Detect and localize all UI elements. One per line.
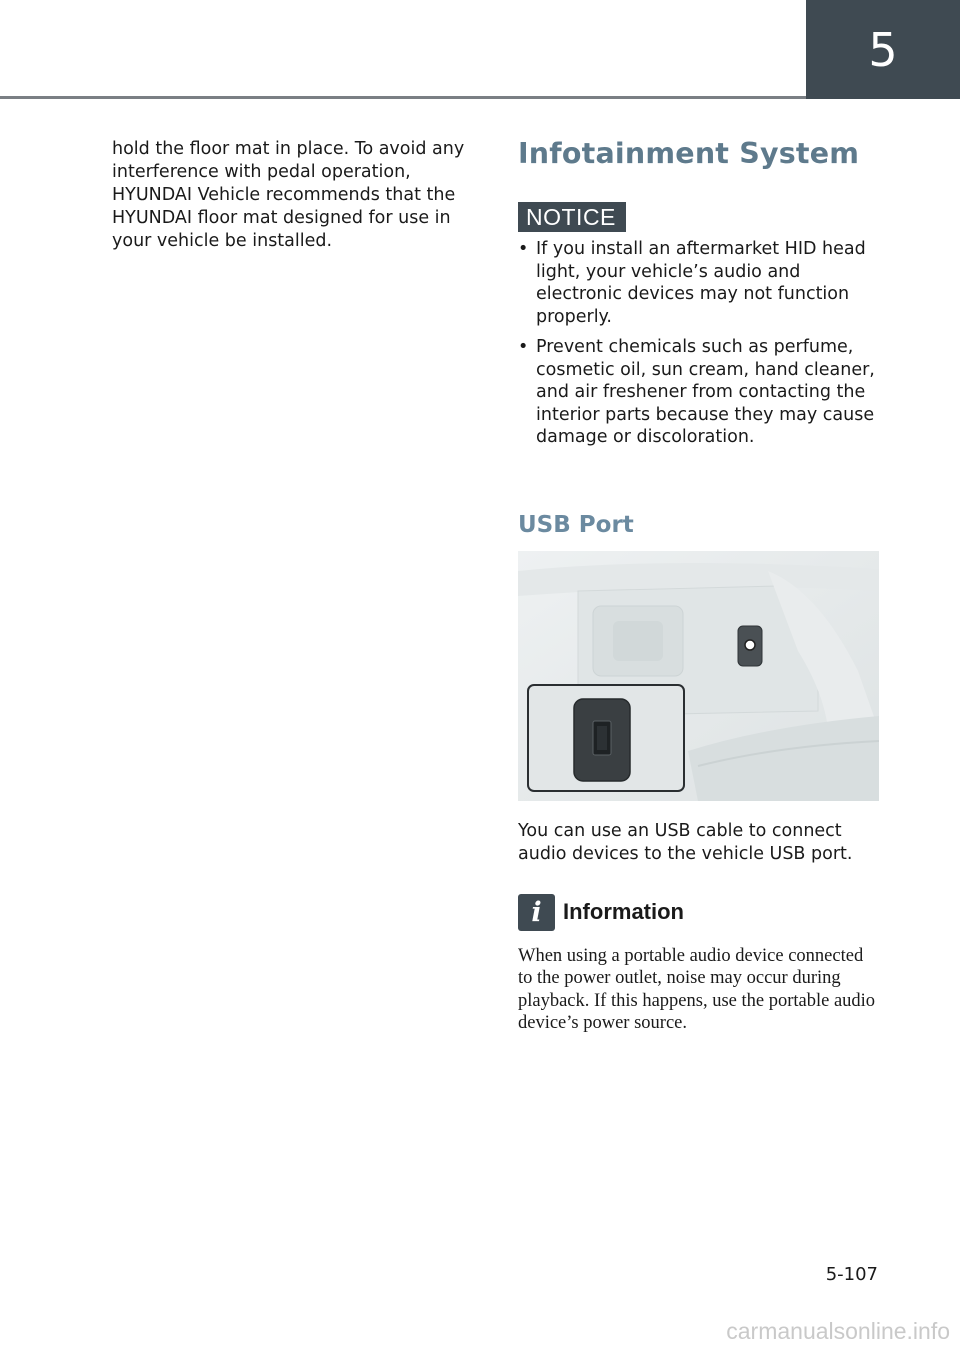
notice-item	[518, 238, 882, 328]
floor-mat-paragraph: hold the floor mat in place. To avoid any interference with pedal operation, HYUNDAI Vehicle recommends that the HYUNDAI floor mat designed for use in your vehicle be installed.	[112, 139, 465, 251]
information-title: Information	[563, 899, 684, 924]
usb-console-illustration	[518, 551, 879, 801]
page-number: 5-107	[825, 1264, 878, 1285]
bullet-icon: •	[518, 337, 529, 357]
information-text: When using a portable audio device connected to the power outlet, noise may occur during playback. If this happens, use the portable audio device’s power source.	[518, 945, 876, 1033]
notice-item-text: If you install an aftermarket HID head light, your vehicle’s audio and electronic devices may not function properly.	[536, 239, 866, 327]
notice-label: NOTICE	[518, 202, 626, 232]
right-column	[518, 136, 882, 1035]
chapter-tab	[806, 0, 960, 99]
header-rule	[0, 96, 806, 99]
information-icon	[518, 894, 555, 931]
info-letter: i	[531, 896, 542, 928]
notice-item-text: Prevent chemicals such as perfume, cosmetic oil, sun cream, hand cleaner, and air freshener from contacting the interior parts because they may cause damage or discoloration.	[536, 337, 875, 447]
watermark: carmanualsonline.info	[726, 1318, 950, 1344]
notice-list	[518, 238, 882, 449]
notice-item	[518, 336, 882, 449]
information-header	[518, 894, 882, 931]
section-title: Infotainment System	[518, 137, 860, 170]
left-column	[112, 138, 472, 253]
usb-caption: You can use an USB cable to connect audio devices to the vehicle USB port.	[518, 820, 853, 864]
bullet-icon: •	[518, 239, 529, 259]
chapter-number: 5	[868, 22, 898, 77]
usb-port-photo	[518, 551, 879, 801]
usb-port-title: USB Port	[518, 511, 634, 538]
